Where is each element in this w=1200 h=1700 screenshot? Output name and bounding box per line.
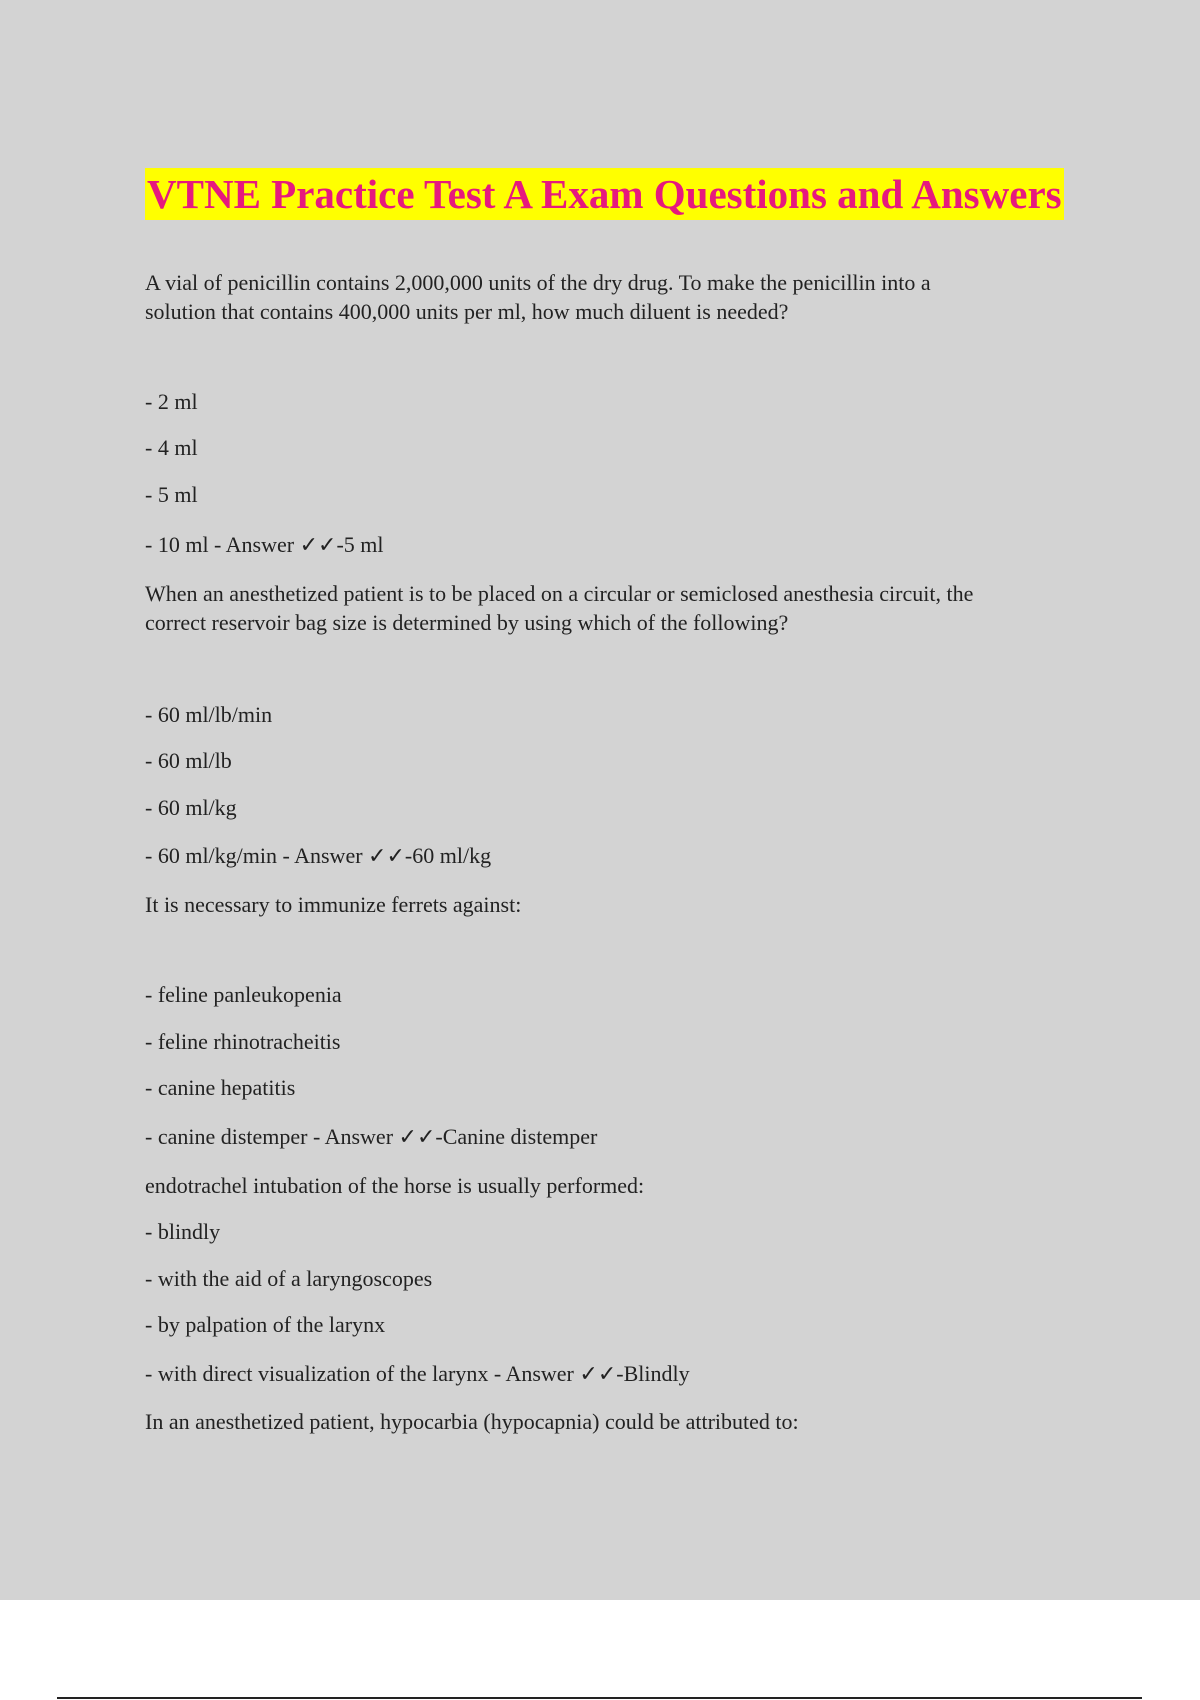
answer-option: - canine hepatitis xyxy=(145,1075,296,1100)
answer-option: - 2 ml xyxy=(145,389,198,414)
document-title: VTNE Practice Test A Exam Questions and Answers xyxy=(145,168,1064,220)
question-4-text: endotrachel intubation of the horse is usually performed: xyxy=(145,1173,645,1198)
answer-option-with-answer: - 10 ml - Answer ✓✓-5 ml xyxy=(145,532,384,557)
answer-option: - blindly xyxy=(145,1219,221,1244)
answer-option: - 5 ml xyxy=(145,482,198,507)
question-text-line: A vial of penicillin contains 2,000,000 units of the dry drug. To make the penicillin into a xyxy=(145,270,931,295)
answer-option: - 60 ml/lb xyxy=(145,748,232,773)
answer-option: - 4 ml xyxy=(145,435,198,460)
question-1 xyxy=(145,268,931,326)
answer-option-with-answer: - with direct visualization of the larynx - Answer ✓✓-Blindly xyxy=(145,1361,690,1386)
answer-option: - by palpation of the larynx xyxy=(145,1312,386,1337)
answer-option: - 60 ml/kg xyxy=(145,795,237,820)
question-text-line: When an anesthetized patient is to be placed on a circular or semiclosed anesthesia circuit, the xyxy=(145,581,974,606)
answer-option: - with the aid of a laryngoscopes xyxy=(145,1266,433,1291)
answer-option-with-answer: - 60 ml/kg/min - Answer ✓✓-60 ml/kg xyxy=(145,843,492,868)
question-text-line: correct reservoir bag size is determined by using which of the following? xyxy=(145,610,789,635)
answer-option: - feline rhinotracheitis xyxy=(145,1029,341,1054)
question-3-text: It is necessary to immunize ferrets against: xyxy=(145,892,522,917)
question-2 xyxy=(145,579,973,637)
answer-option-with-answer: - canine distemper - Answer ✓✓-Canine distemper xyxy=(145,1124,598,1149)
footer-divider xyxy=(57,1697,1142,1699)
question-text-line: solution that contains 400,000 units per ml, how much diluent is needed? xyxy=(145,299,789,324)
answer-option: - 60 ml/lb/min xyxy=(145,702,273,727)
question-5-text: In an anesthetized patient, hypocarbia (hypocapnia) could be attributed to: xyxy=(145,1409,799,1434)
answer-option: - feline panleukopenia xyxy=(145,982,342,1007)
